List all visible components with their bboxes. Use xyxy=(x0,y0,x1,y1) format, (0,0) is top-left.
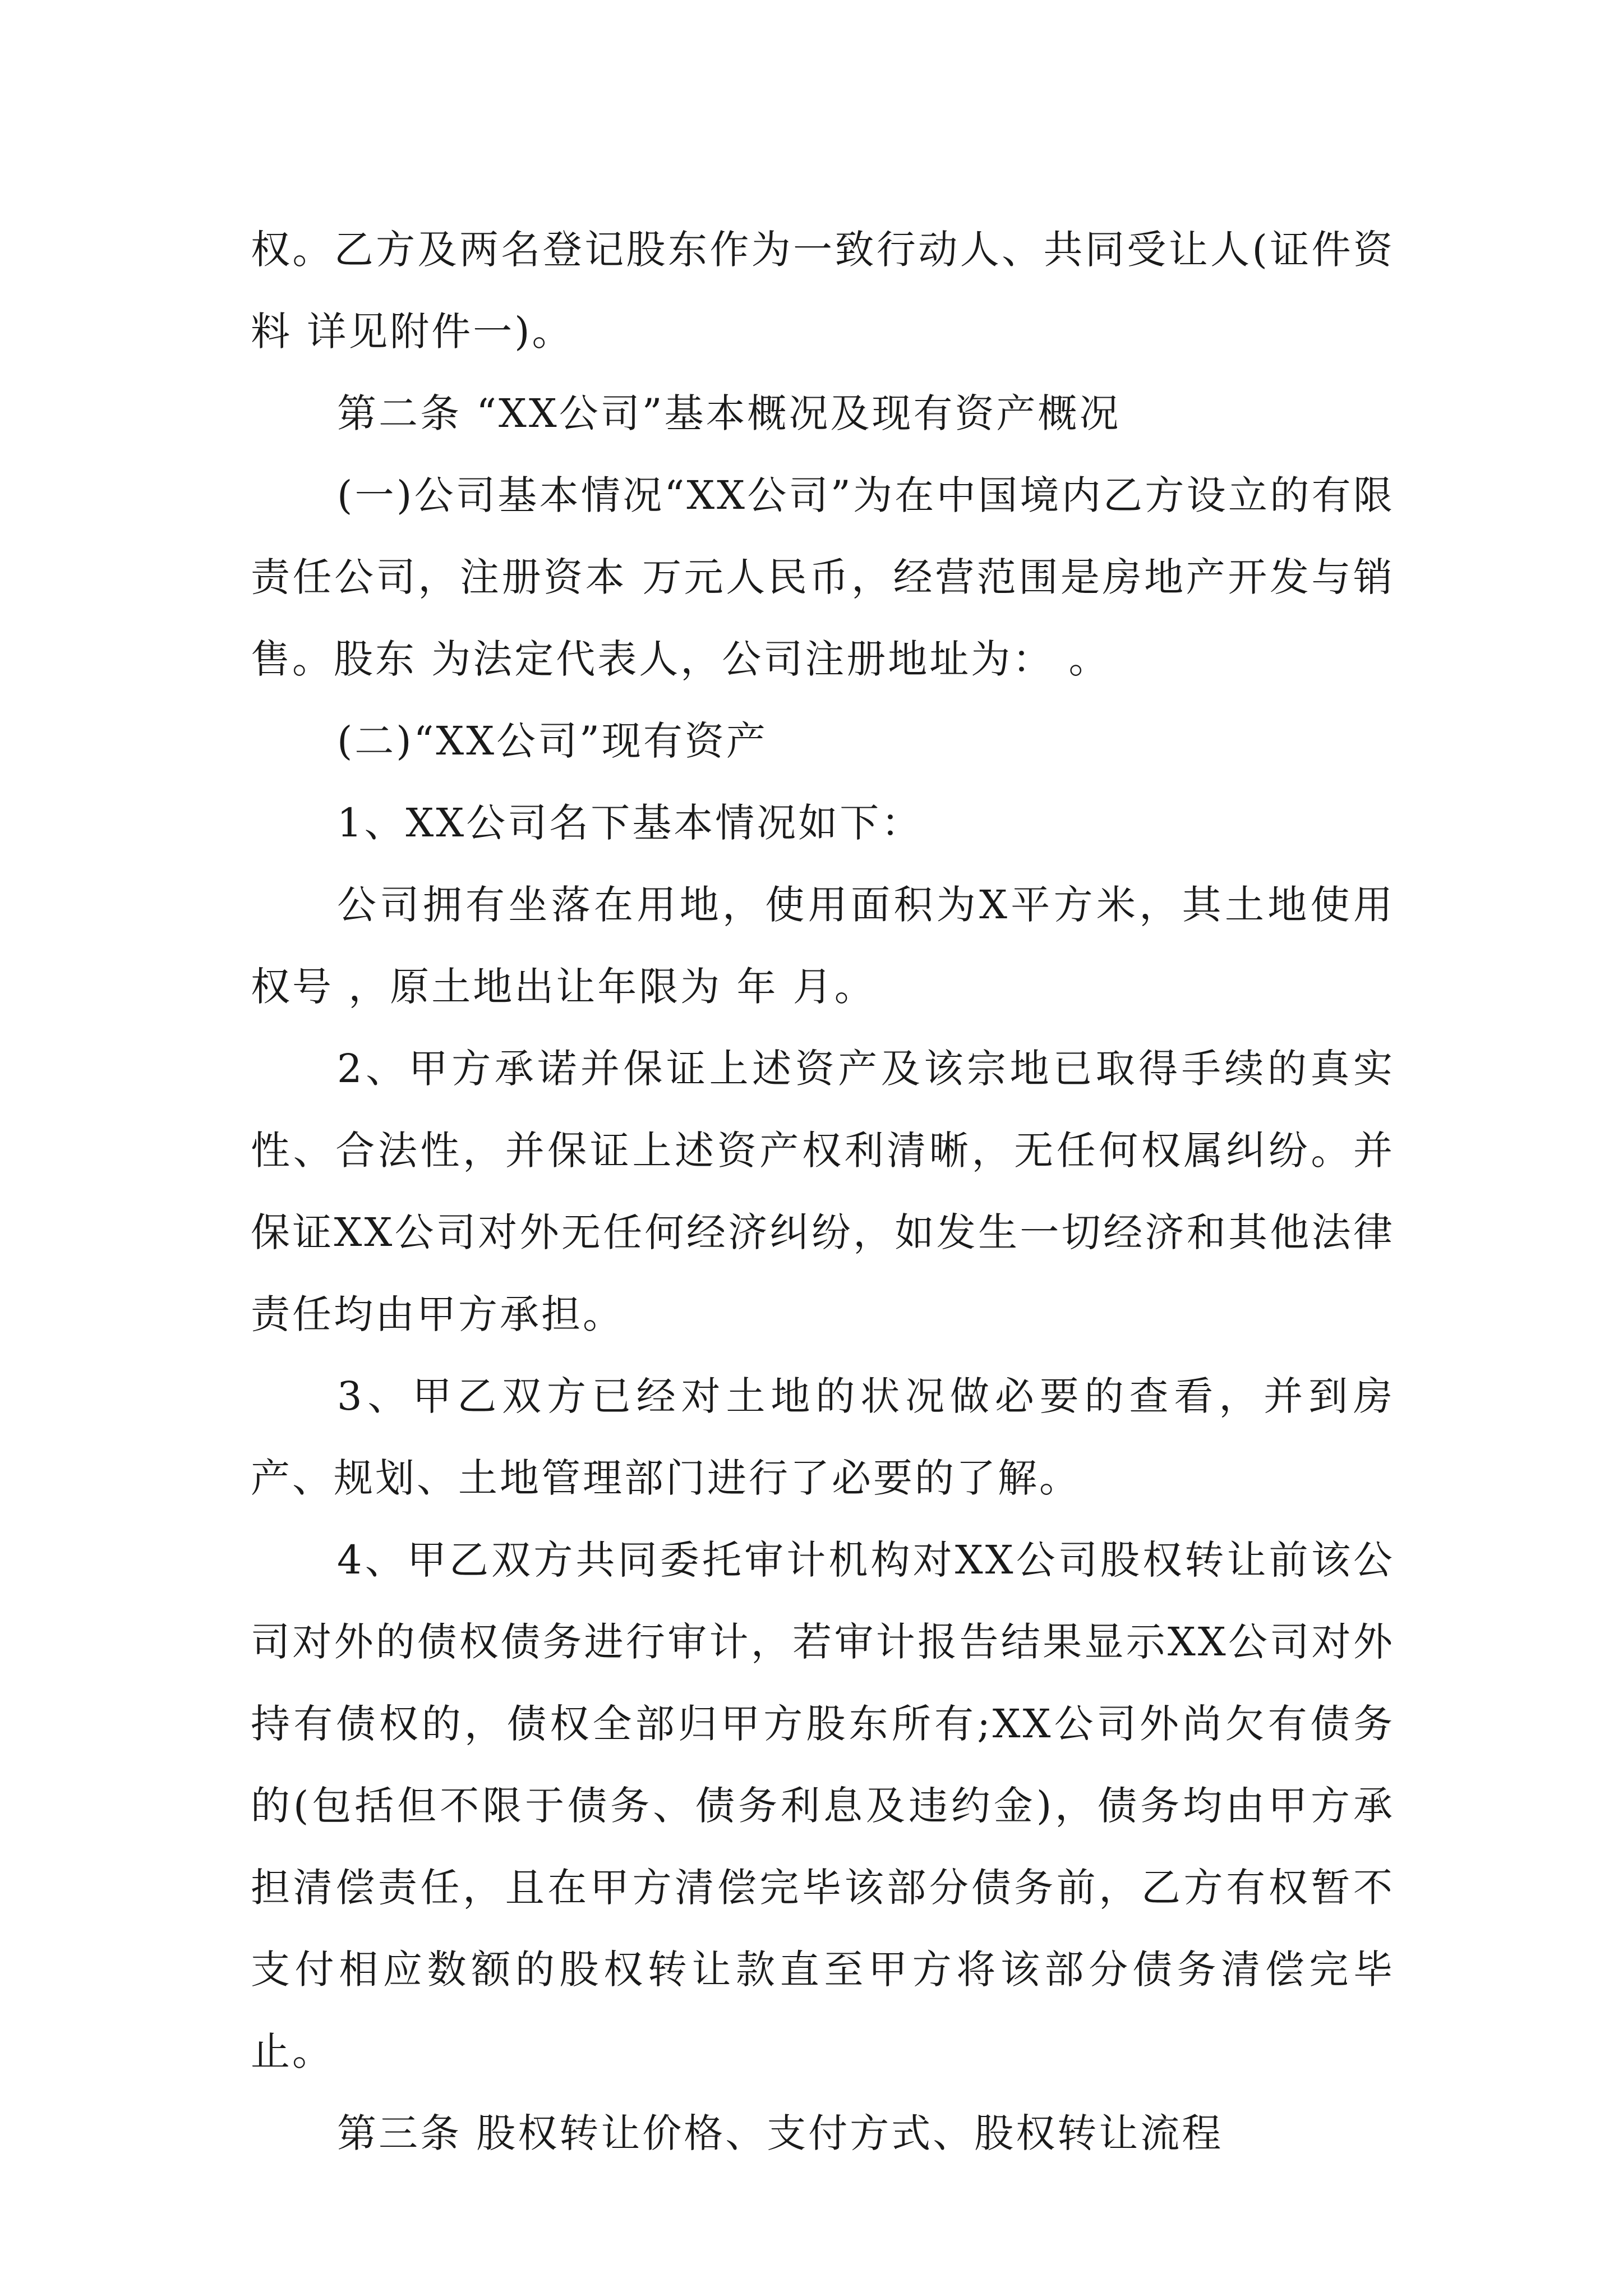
document-body xyxy=(251,209,1395,2174)
paragraph-item-1: 1、XX公司名下基本情况如下： xyxy=(337,800,923,846)
paragraph-item-3: 3、甲乙双方已经对土地的状况做必要的查看，并到房产、规划、土地管理部门进行了必要的了解。 xyxy=(251,1373,1395,1501)
paragraph-item-4: 4、甲乙双方共同委托审计机构对XX公司股权转让前该公司对外的债权债务进行审计，若审计报告结果显示XX公司对外持有债权的，债权全部归甲方股东所有;XX公司外尚欠有债务的(包括但不限于债务、债务利息及违约金)，债务均由甲方承担清偿责任，且在甲方清偿完毕该部分债务前，乙方有权暂不支付相应数额的股权转让款直至甲方将该部分债务清偿完毕止。 xyxy=(251,1537,1395,2074)
paragraph-land-info: 公司拥有坐落在用地，使用面积为X平方米，其土地使用权号 ，原土地出让年限为 年 月。 xyxy=(251,882,1395,1010)
section-existing-assets-heading: (二)“XX公司”现有资产 xyxy=(337,718,768,764)
article-three-heading: 第三条 股权转让价格、支付方式、股权转让流程 xyxy=(337,2110,1224,2156)
paragraph-company-basic-info: (一)公司基本情况“XX公司”为在中国境内乙方设立的有限责任公司，注册资本 万元人民币，经营范围是房地产开发与销售。股东 为法定代表人，公司注册地址为： 。 xyxy=(251,472,1395,682)
article-two-heading: 第二条 “XX公司”基本概况及现有资产概况 xyxy=(337,390,1121,436)
paragraph-item-2: 2、甲方承诺并保证上述资产及该宗地已取得手续的真实性、合法性，并保证上述资产权利清晰，无任何权属纠纷。并保证XX公司对外无任何经济纠纷，如发生一切经济和其他法律责任均由甲方承担。 xyxy=(251,1046,1395,1337)
paragraph-continuation: 权。乙方及两名登记股东作为一致行动人、共同受让人(证件资料 详见附件一)。 xyxy=(251,227,1395,355)
